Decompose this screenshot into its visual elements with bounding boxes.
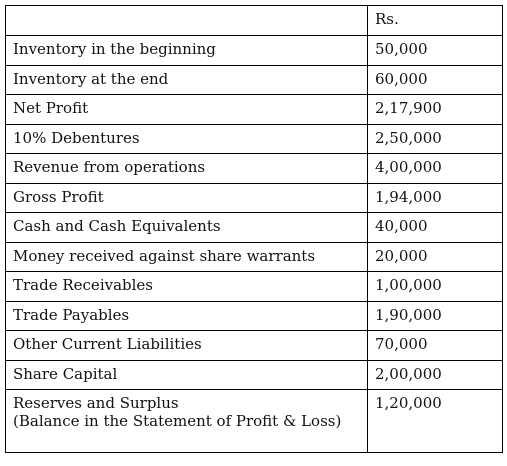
table-row (6, 331, 503, 361)
header-label-cell (6, 6, 368, 36)
row-label: Gross Profit (6, 183, 368, 213)
row-value: 40,000 (368, 213, 503, 243)
row-label: Money received against share warrants (6, 242, 368, 272)
table-row (6, 95, 503, 125)
row-value: 1,00,000 (368, 272, 503, 302)
row-label: Net Profit (6, 95, 368, 125)
row-value: 2,17,900 (368, 95, 503, 125)
table-row (6, 154, 503, 184)
row-value: 4,00,000 (368, 154, 503, 184)
table-row (6, 301, 503, 331)
row-label: Inventory in the beginning (6, 36, 368, 66)
row-label: Share Capital (6, 360, 368, 390)
row-label: Revenue from operations (6, 154, 368, 184)
row-value: 1,20,000 (368, 390, 503, 453)
row-value: 1,90,000 (368, 301, 503, 331)
row-value: 2,00,000 (368, 360, 503, 390)
row-label: 10% Debentures (6, 124, 368, 154)
table-row (6, 272, 503, 302)
row-value: 20,000 (368, 242, 503, 272)
table-row (6, 124, 503, 154)
row-value: 60,000 (368, 65, 503, 95)
row-sublabel: (Balance in the Statement of Profit & Loss) (13, 412, 342, 430)
financial-data-sheet (5, 5, 503, 453)
row-label: Other Current Liabilities (6, 331, 368, 361)
table-row (6, 213, 503, 243)
financial-data-table (5, 5, 503, 453)
table-row (6, 183, 503, 213)
table-header-row (6, 6, 503, 36)
row-label: Trade Receivables (6, 272, 368, 302)
row-value: 2,50,000 (368, 124, 503, 154)
table-row (6, 242, 503, 272)
row-label-multiline (6, 390, 368, 453)
row-label: Cash and Cash Equivalents (6, 213, 368, 243)
table-row (6, 36, 503, 66)
row-value: 70,000 (368, 331, 503, 361)
row-label: Inventory at the end (6, 65, 368, 95)
row-value: 1,94,000 (368, 183, 503, 213)
row-label: Reserves and Surplus (13, 394, 179, 412)
row-label: Trade Payables (6, 301, 368, 331)
header-currency-cell: Rs. (368, 6, 503, 36)
table-row (6, 65, 503, 95)
table-row (6, 390, 503, 453)
table-row (6, 360, 503, 390)
row-value: 50,000 (368, 36, 503, 66)
